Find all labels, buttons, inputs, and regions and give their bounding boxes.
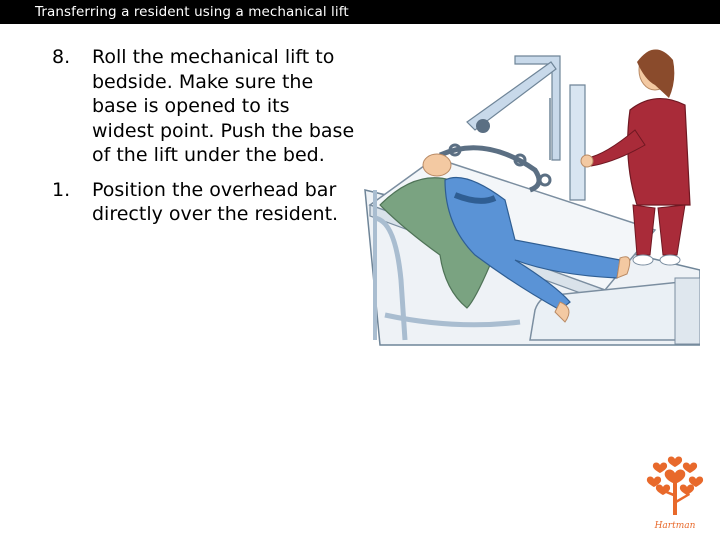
step-text: Position the overhead bar directly over the resident.: [92, 178, 339, 225]
title-bar: [0, 0, 720, 24]
slide-title: Transferring a resident using a mechanical lift: [35, 4, 349, 20]
hartman-logo: [645, 455, 705, 533]
step-item: [52, 45, 357, 168]
step-number: 1.: [52, 178, 71, 201]
step-text: Roll the mechanical lift to bedside. Make sure the base is opened to its widest point. Push the base of the lift under the bed.: [92, 46, 355, 166]
step-number: 8.: [52, 46, 71, 68]
step-item: [52, 178, 357, 227]
steps-list: [52, 45, 357, 227]
mechanical-lift-illustration: [355, 40, 700, 348]
logo-wordmark: Hartman: [654, 521, 696, 531]
